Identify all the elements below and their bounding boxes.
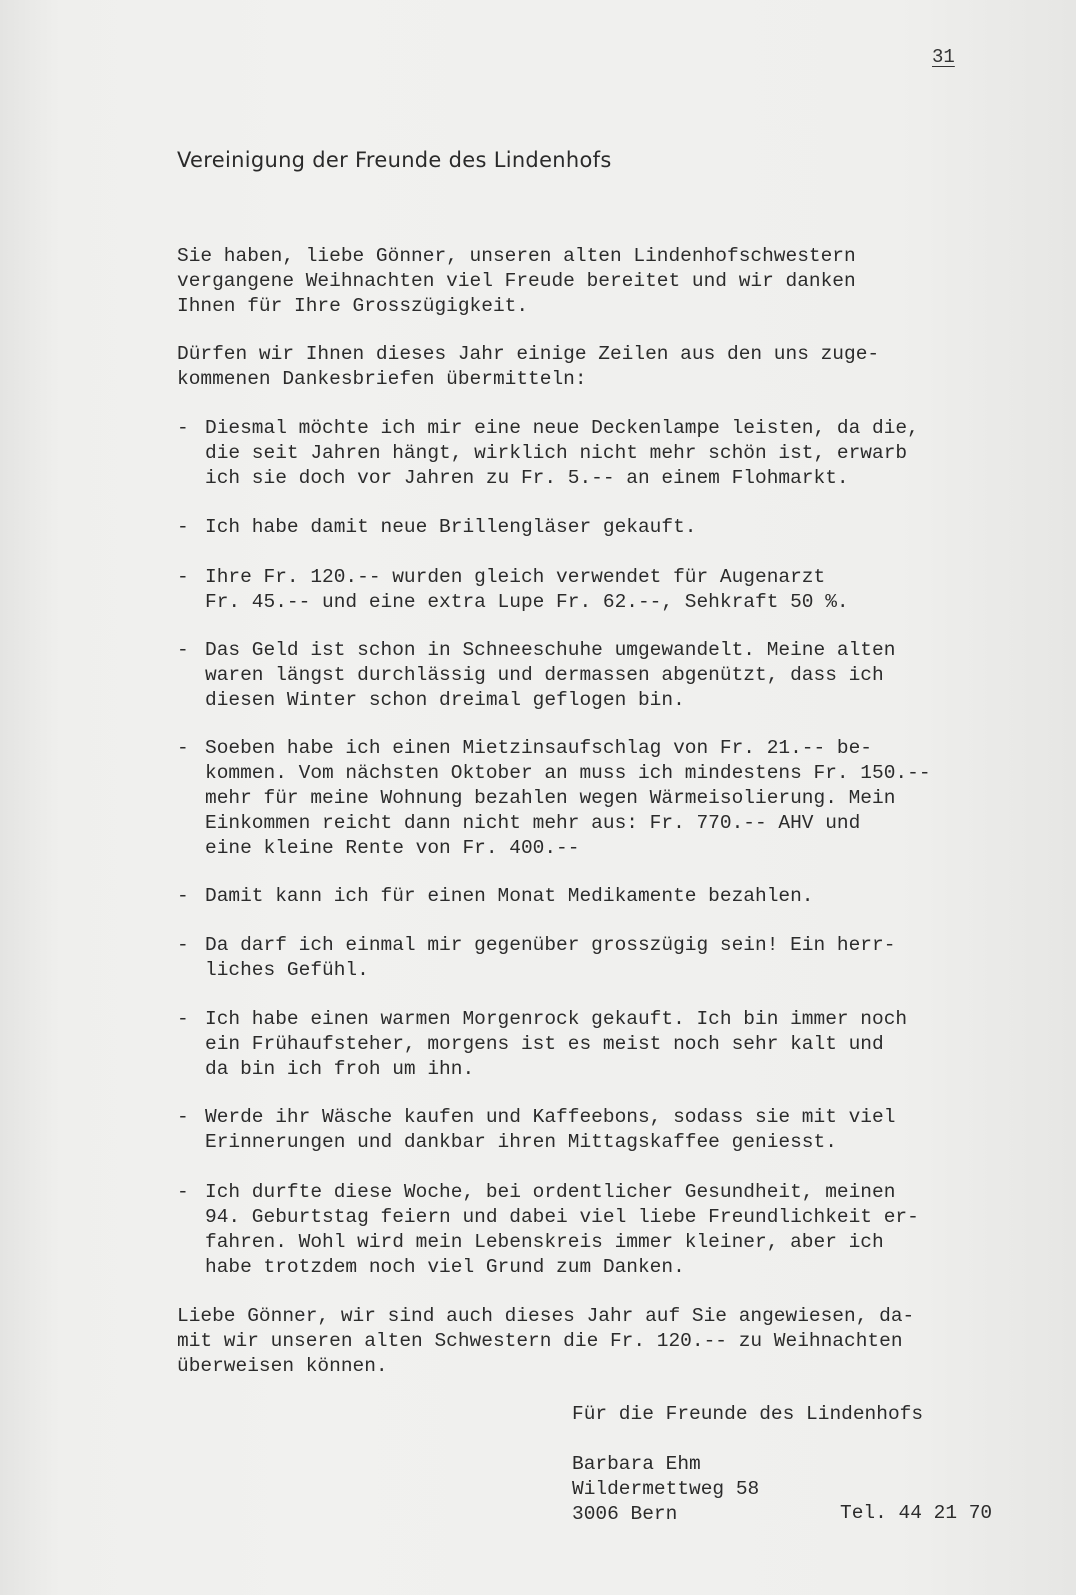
quote-text: Da darf ich einmal mir gegenüber grosszügig sein! Ein herr- liches Gefühl. [205,934,896,981]
bullet-dash: - [177,639,189,661]
quote-text: Das Geld ist schon in Schneeschuhe umgewandelt. Meine alten waren längst durchlässig und dermassen abgenützt, dass ich diesen Winter schon dreimal geflogen bin. [205,639,896,711]
closing-paragraph: Liebe Gönner, wir sind auch dieses Jahr auf Sie angewiesen, da- mit wir unseren alten Schwestern die Fr. 120.-- zu Weihnachten überweisen können. [177,1305,915,1377]
bullet-dash: - [177,1181,189,1203]
quote-text: Ich habe einen warmen Morgenrock gekauft. Ich bin immer noch ein Frühaufsteher, morgens ist es meist noch sehr kalt und da bin ich froh um ihn. [205,1008,908,1080]
intro-paragraph: Sie haben, liebe Gönner, unseren alten Lindenhofschwestern vergangene Weihnachten viel Freude bereitet und wir danken Ihnen für Ihre Grosszügigkeit. [177,245,856,317]
quote-item [177,1180,919,1280]
quote-item [177,736,931,859]
signature-street: Wildermettweg 58 [572,1478,760,1500]
signature-line: Für die Freunde des Lindenhofs [572,1403,924,1425]
quote-text: Diesmal möchte ich mir eine neue Deckenlampe leisten, da die, die seit Jahren hängt, wirklich nicht mehr schön ist, erwarb ich sie doch vor Jahren zu Fr. 5.-- an einem Flohmarkt. [205,417,919,489]
quote-text: Ihre Fr. 120.-- wurden gleich verwendet für Augenarzt Fr. 45.-- und eine extra Lupe Fr. 62.--, Sehkraft 50 %. [205,566,849,613]
bullet-dash: - [177,566,189,588]
quote-text: Soeben habe ich einen Mietzinsaufschlag von Fr. 21.-- be- kommen. Vom nächsten Oktober an muss ich mindestens Fr. 150.-- mehr für meine Wohnung bezahlen wegen Wärmeisolierung. Mein Einkommen reicht dann nicht mehr aus: Fr. 770.-- AHV und eine kleine Rente von Fr. 400.-- [205,737,931,859]
quote-text: Werde ihr Wäsche kaufen und Kaffeebons, sodass sie mit viel Erinnerungen und dankbar ihren Mittagskaffee geniesst. [205,1106,896,1153]
quote-text: Damit kann ich für einen Monat Medikamente bezahlen. [205,885,814,907]
signature-telephone: Tel. 44 21 70 [840,1502,993,1524]
quote-item [177,1007,908,1107]
bullet-dash: - [177,737,189,759]
bullet-dash: - [177,934,189,956]
signature-city: 3006 Bern [572,1503,678,1525]
quote-text: Ich durfte diese Woche, bei ordentlicher Gesundheit, meinen 94. Geburtstag feiern und dabei viel liebe Freundlichkeit er- fahren. Wohl wird mein Lebenskreis immer kleiner, aber ich habe trotzdem noch viel Grund zum Danken. [205,1181,919,1278]
bullet-dash: - [177,516,189,538]
bullet-dash: - [177,417,189,439]
page-number: 31 [932,46,955,68]
signature-name: Barbara Ehm [572,1453,701,1475]
bullet-dash: - [177,1008,189,1030]
letter-heading: Vereinigung der Freunde des Lindenhofs [177,148,612,172]
bullet-dash: - [177,885,189,907]
quote-item [177,638,896,738]
quote-item [177,416,919,516]
bullet-dash: - [177,1106,189,1128]
lead-paragraph: Dürfen wir Ihnen dieses Jahr einige Zeilen aus den uns zuge- kommenen Dankesbriefen übermitteln: [177,343,880,390]
quote-text: Ich habe damit neue Brillengläser gekauft. [205,516,697,538]
